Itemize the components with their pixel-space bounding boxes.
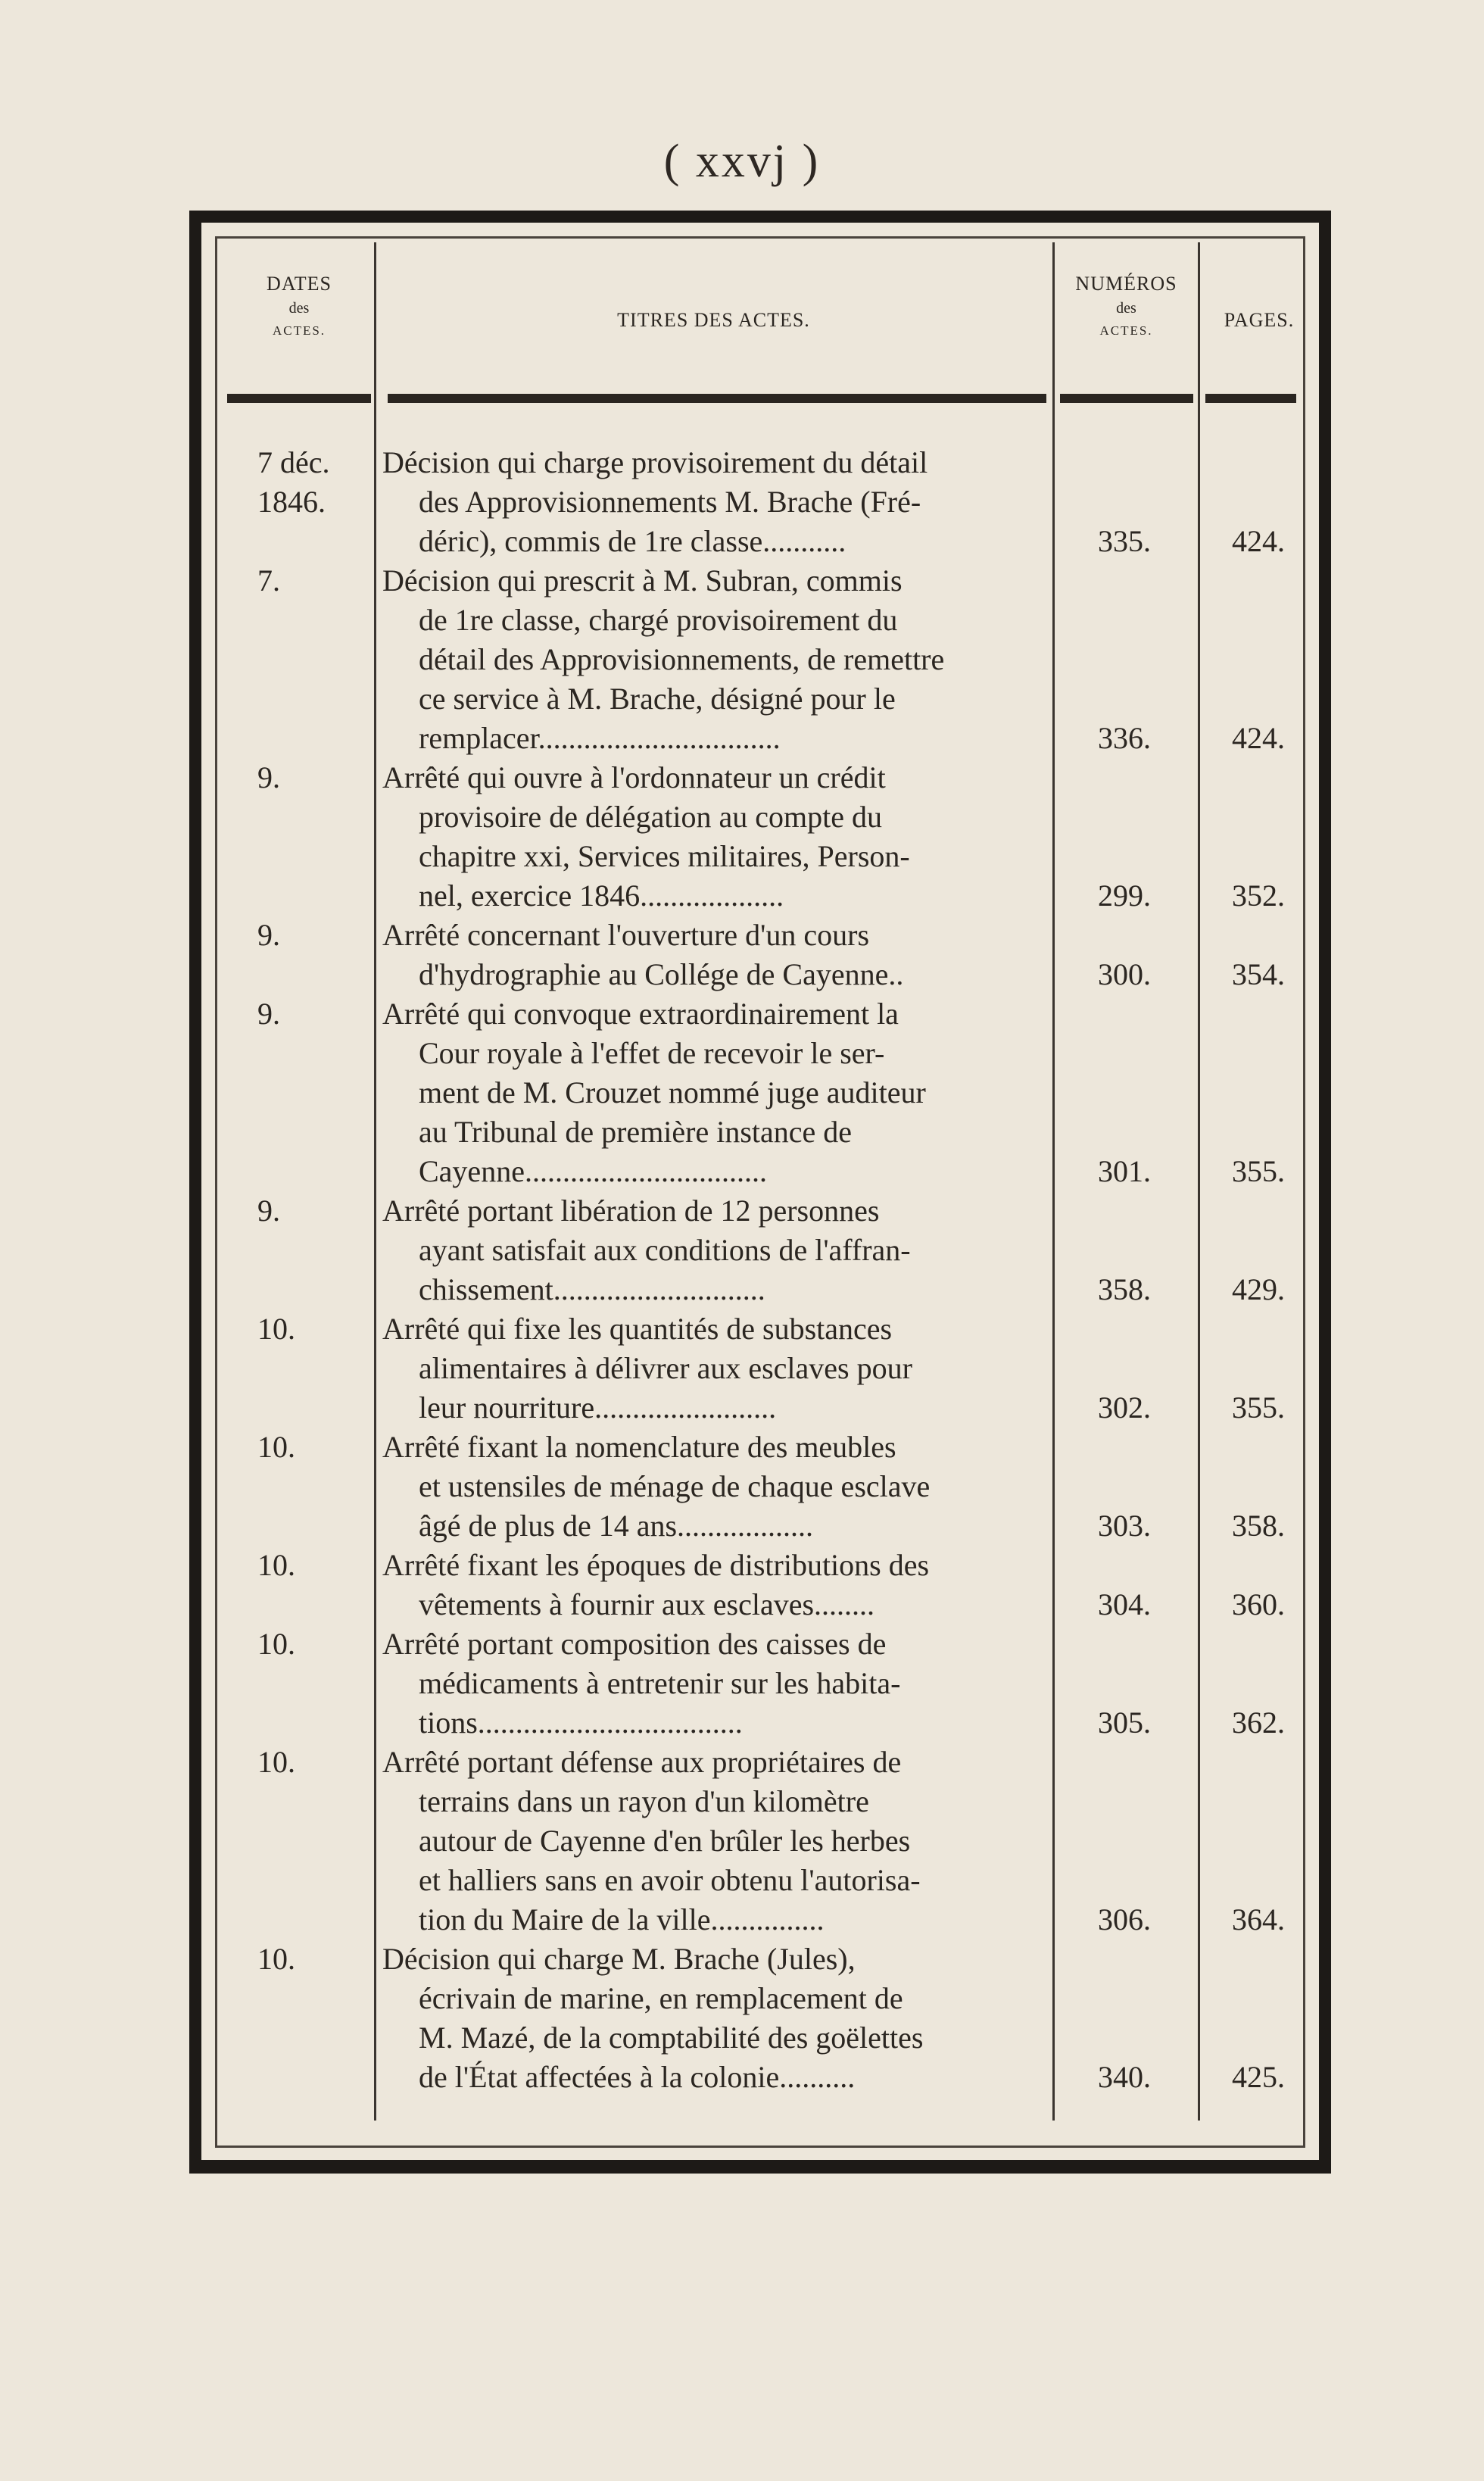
entry-title-line: Arrêté portant libération de 12 personnes [382,1194,880,1228]
entry-title-line: d'hydrographie au Collége de Cayenne.. [419,957,904,991]
header-bar-titres [388,394,1046,403]
entry-date: 10. [257,1942,295,1976]
frame-inner-top [215,236,1305,239]
entry-date: 10. [257,1312,295,1346]
entry-title-line: tion du Maire de la ville............... [419,1902,825,1936]
entry-title-line: ment de M. Crouzet nommé juge auditeur [419,1075,926,1109]
header-titres [379,309,1049,332]
entry-title-line: Décision qui charge provisoirement du détail [382,445,928,479]
entry-title-line: ayant satisfait aux conditions de l'affran- [419,1233,911,1267]
entry-title-line: Arrêté qui ouvre à l'ordonnateur un crédit [382,760,886,794]
entry-number: 300. [1098,957,1151,991]
entry-title [382,1940,1049,2097]
page-number: ( xxvj ) [663,136,821,187]
entry-title [382,1624,1049,1743]
entry-title-line: Cayenne................................ [419,1154,767,1188]
entry-title-line: alimentaires à délivrer aux esclaves pour [419,1351,912,1385]
entry-page: 429. [1232,1272,1285,1306]
entry-number: 306. [1098,1902,1151,1936]
entry-title-line: Cour royale à l'effet de recevoir le ser- [419,1036,885,1070]
frame-inner-left [215,236,217,2148]
entry-page: 425. [1232,2060,1285,2094]
entry-date: 10. [257,1548,295,1582]
entry-title-line: remplacer................................ [419,721,781,755]
entry-title-line: chissement............................ [419,1272,765,1306]
entry-title-line: de l'État affectées à la colonie.......... [419,2060,856,2094]
entry-title-line: et halliers sans en avoir obtenu l'autorisa- [419,1863,921,1897]
entry-page: 355. [1232,1390,1285,1425]
entry-title-line: des Approvisionnements M. Brache (Fré- [419,485,921,519]
entry-date [257,443,363,522]
entry-title-line: Décision qui prescrit à M. Subran, commis [382,563,903,598]
entry-number: 303. [1098,1509,1151,1543]
entry-number: 305. [1098,1705,1151,1740]
entry-title-line: déric), commis de 1re classe........... [419,524,846,558]
header-numeros-main: NUMÉROS [1075,273,1177,295]
entry-title-line: leur nourriture........................ [419,1390,777,1425]
frame-left-rule [189,211,201,2174]
entry-page: 364. [1232,1902,1285,1936]
entry-date: 9. [257,918,280,952]
entry-date: 10. [257,1430,295,1464]
entry-number: 299. [1098,878,1151,913]
entry-title-line: Arrêté qui fixe les quantités de substances [382,1312,893,1346]
frame-right-rule [1319,211,1331,2174]
header-dates-sub2: ACTES. [272,323,326,338]
entry-title [382,443,1049,561]
entry-date: 9. [257,760,280,794]
entry-title-line: Arrêté fixant la nomenclature des meubles [382,1430,896,1464]
header-dates-sub: des [288,300,310,317]
entry-title-line: Arrêté concernant l'ouverture d'un cours [382,918,870,952]
entry-page: 355. [1232,1154,1285,1188]
header-pages [1202,309,1316,332]
entry-title [382,1546,1049,1624]
header-titres-label: TITRES DES ACTES. [617,309,810,331]
header-numeros [1056,273,1196,339]
header-numeros-sub2: ACTES. [1099,323,1153,338]
entry-title-line: âgé de plus de 14 ans.................. [419,1509,814,1543]
entry-title-line: détail des Approvisionnements, de remettre [419,642,945,676]
entry-title-line: terrains dans un rayon d'un kilomètre [419,1784,869,1818]
entry-date: 7. [257,563,280,598]
header-bar-dates [227,394,371,403]
entry-title-line: et ustensiles de ménage de chaque esclave [419,1469,931,1503]
entry-year-text: 1846. [257,485,326,519]
entry-title-line: Arrêté portant composition des caisses de [382,1627,887,1661]
entry-title [382,1743,1049,1940]
header-numeros-sub: des [1116,300,1136,317]
header-dates [227,273,371,339]
entry-date: 10. [257,1745,295,1779]
entry-title [382,758,1049,916]
entry-page: 362. [1232,1705,1285,1740]
entry-title-line: provisoire de délégation au compte du [419,800,883,834]
entry-title-line: tions................................... [419,1705,743,1740]
entry-title-line: de 1re classe, chargé provisoirement du [419,603,898,637]
column-divider-dates [374,242,376,2121]
entry-number: 358. [1098,1272,1151,1306]
entry-title [382,561,1049,758]
entry-title-line: ce service à M. Brache, désigné pour le [419,682,896,716]
header-bar-pages [1205,394,1296,403]
entry-title-line: écrivain de marine, en remplacement de [419,1981,903,2015]
entry-page: 354. [1232,957,1285,991]
frame-inner-bottom [215,2146,1305,2148]
entry-title [382,1309,1049,1428]
entry-number: 335. [1098,524,1151,558]
entry-page: 360. [1232,1587,1285,1621]
entry-page: 352. [1232,878,1285,913]
entry-number: 304. [1098,1587,1151,1621]
frame-top-rule [189,211,1331,223]
entry-number: 340. [1098,2060,1151,2094]
entry-date: 10. [257,1627,295,1661]
entry-title [382,994,1049,1191]
entry-title-line: Arrêté fixant les époques de distributions des [382,1548,930,1582]
entry-title-line: médicaments à entretenir sur les habita- [419,1666,901,1700]
entry-number: 302. [1098,1390,1151,1425]
entry-date: 9. [257,997,280,1031]
entry-title [382,916,1049,994]
entry-title-line: au Tribunal de première instance de [419,1115,853,1149]
entry-title-line: Arrêté qui convoque extraordinairement la [382,997,899,1031]
entry-title [382,1191,1049,1309]
entry-title-line: vêtements à fournir aux esclaves........ [419,1587,875,1621]
entry-title-line: Décision qui charge M. Brache (Jules), [382,1942,856,1976]
entry-page: 424. [1232,524,1285,558]
frame-bottom-rule [189,2160,1331,2174]
column-divider-numeros [1198,242,1200,2121]
entry-number: 301. [1098,1154,1151,1188]
entry-date: 9. [257,1194,280,1228]
entry-title-line: Arrêté portant défense aux propriétaires de [382,1745,902,1779]
entry-title [382,1428,1049,1546]
entry-title-line: autour de Cayenne d'en brûler les herbes [419,1824,911,1858]
entry-title-line: M. Mazé, de la comptabilité des goëlettes [419,2021,924,2055]
entry-title-line: chapitre xxi, Services militaires, Person- [419,839,910,873]
entry-date-text: 7 déc. [257,445,330,479]
entry-number: 336. [1098,721,1151,755]
header-pages-label: PAGES. [1224,309,1295,331]
header-bar-numeros [1060,394,1193,403]
entry-page: 358. [1232,1509,1285,1543]
header-dates-main: DATES [267,273,332,295]
entry-page: 424. [1232,721,1285,755]
entry-title-line: nel, exercice 1846................... [419,878,784,913]
column-divider-titres [1052,242,1055,2121]
